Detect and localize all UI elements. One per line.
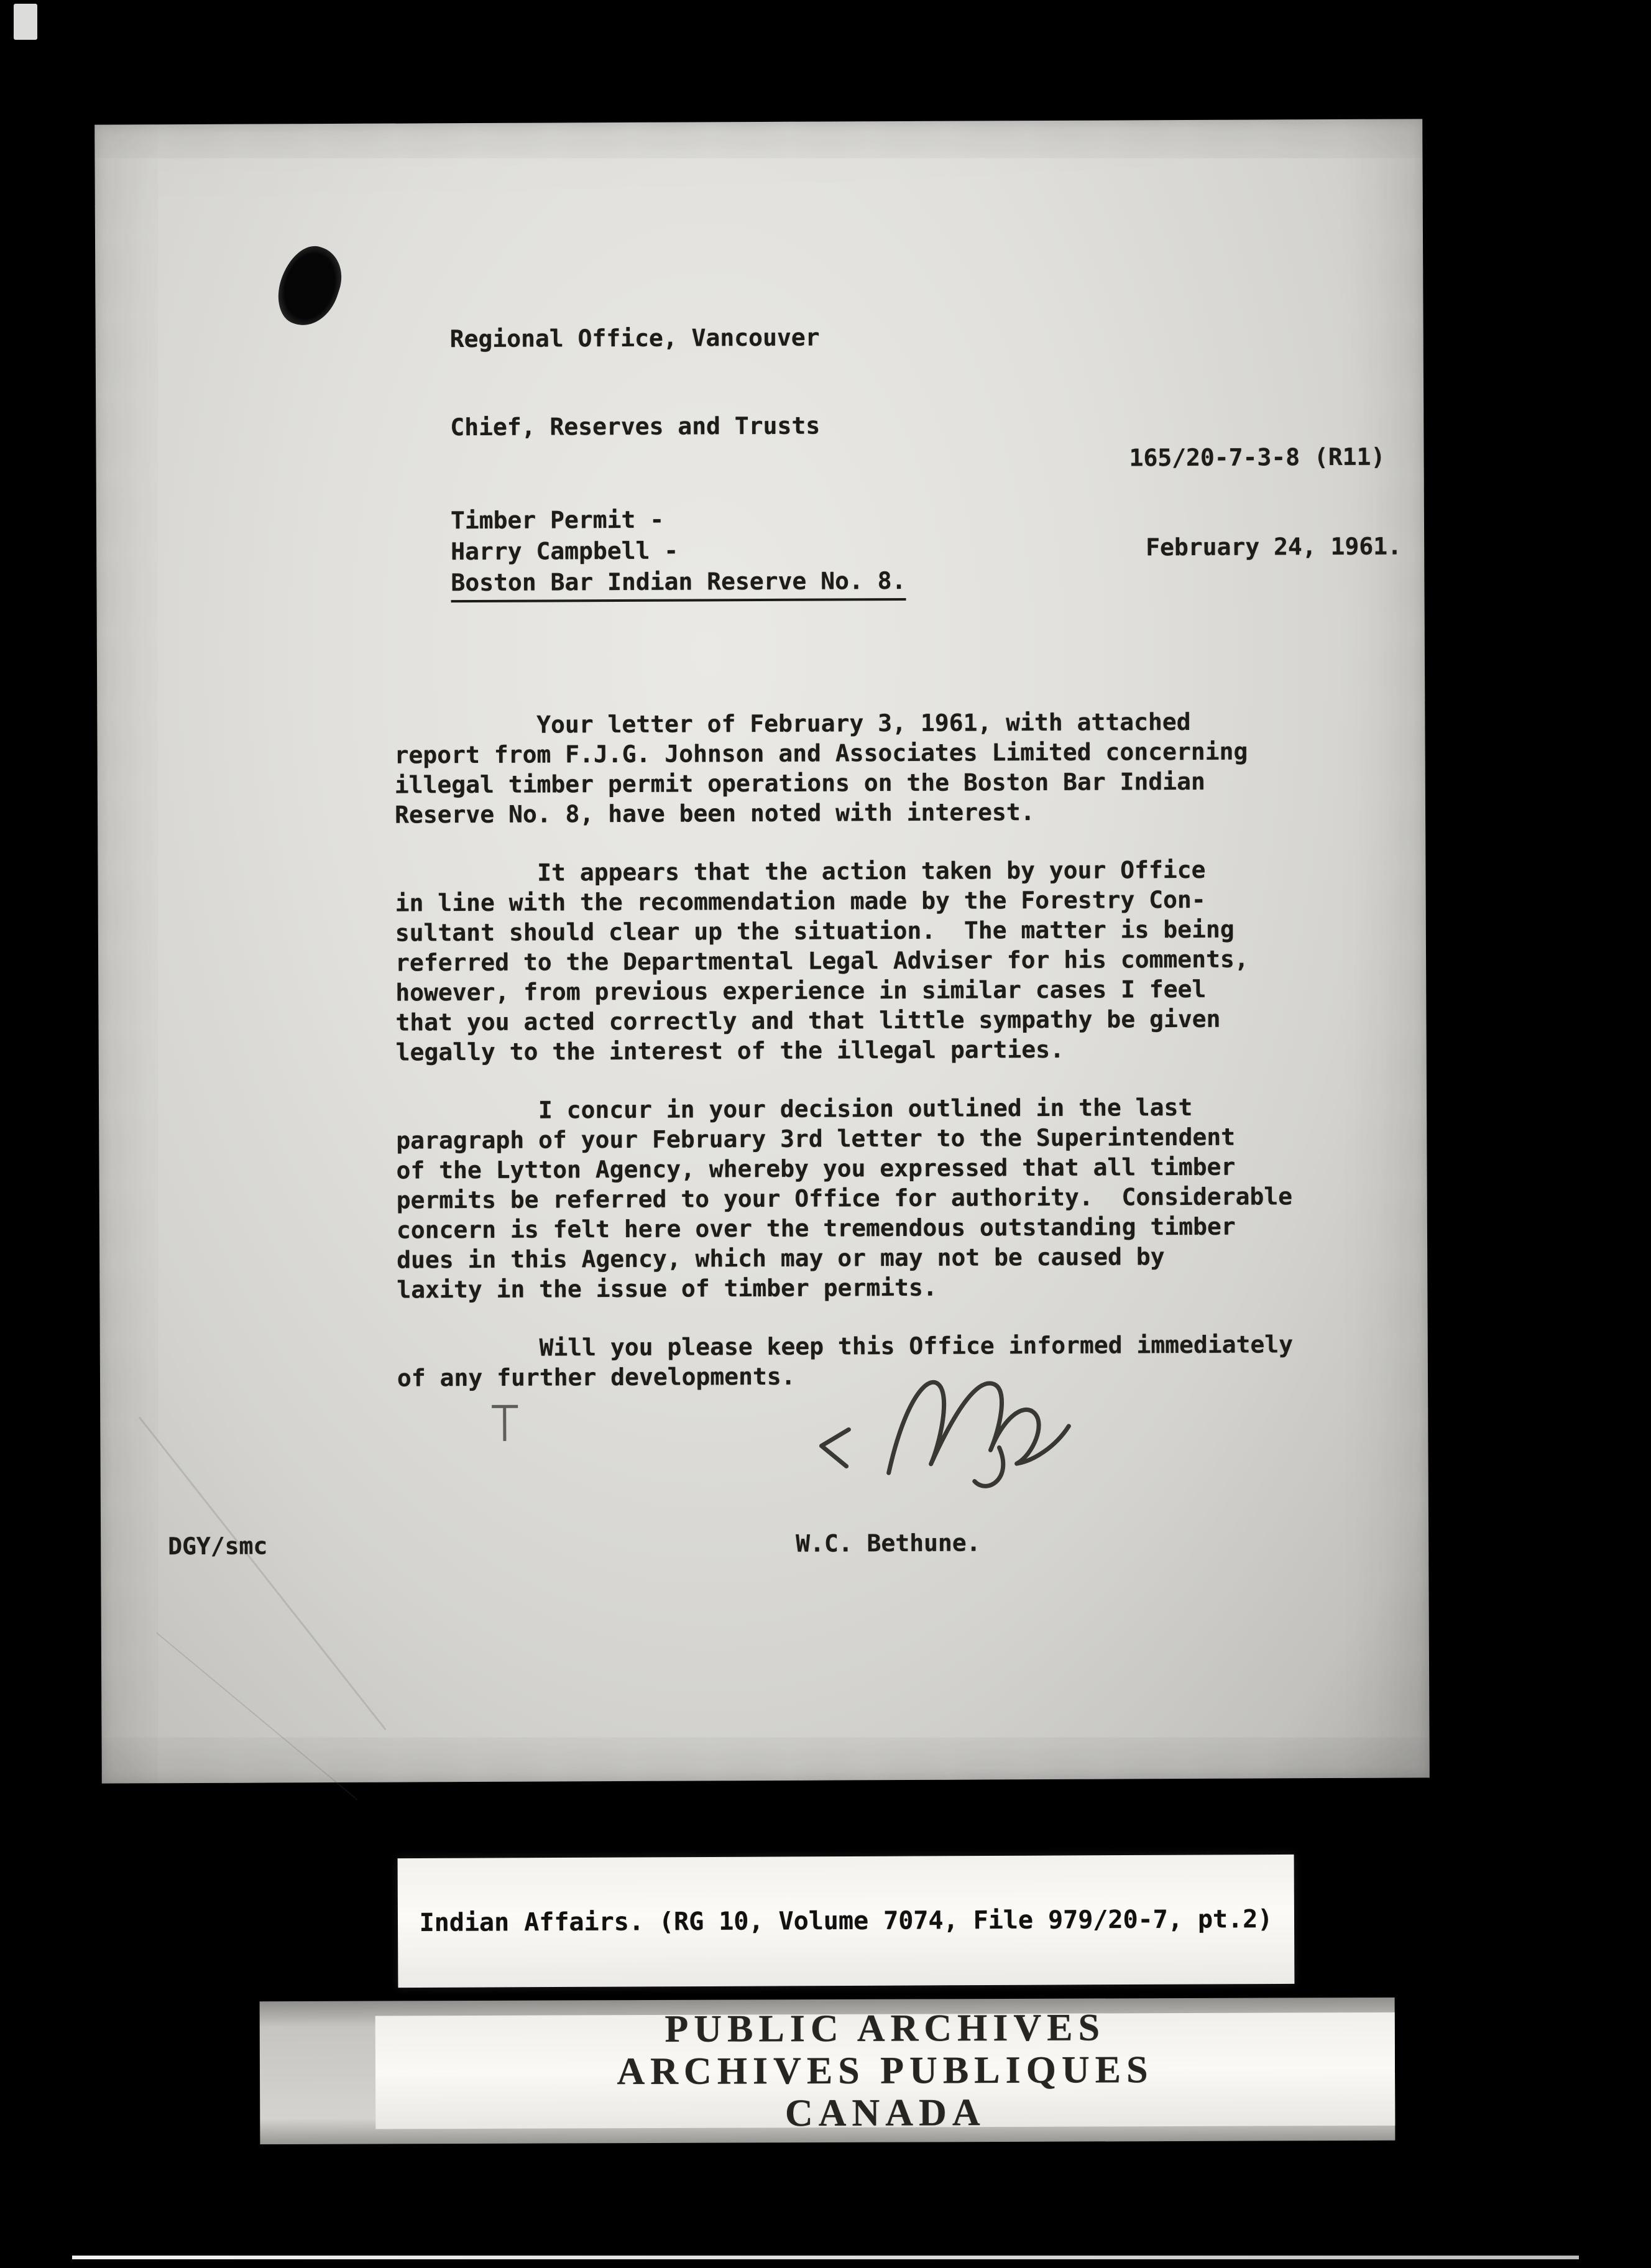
subject-line-1: Timber Permit - (450, 505, 665, 535)
stamp-line-2: ARCHIVES PUBLIQUES (617, 2049, 1154, 2093)
letter-recipient-line: Chief, Reserves and Trusts (450, 412, 821, 441)
letter-date: February 24, 1961. (1146, 532, 1402, 561)
letter-office-line: Regional Office, Vancouver (449, 323, 820, 353)
archive-reference-label (398, 1855, 1295, 1988)
hole-punch (270, 239, 350, 333)
paper-crease (139, 1417, 387, 1730)
pen-mark (492, 1405, 520, 1442)
scan-artifact-bottom-line (72, 2256, 1579, 2259)
subject-line-3: Boston Bar Indian Reserve No. 8. (451, 565, 906, 602)
archive-reference-text: Indian Affairs. (RG 10, Volume 7074, File 979/20-7, pt.2) (419, 1905, 1273, 1937)
archive-stamp (260, 1998, 1396, 2144)
archive-stamp-text (375, 2006, 1396, 2135)
stamp-line-3: CANADA (784, 2091, 986, 2135)
body-paragraph-3: I concur in your decision outlined in the last paragraph of your February 3rd letter to the Superintendent of the Lytton Agency, whereby you expressed that all timber permits be referred to your Office for authority. Considerable concern is felt here over the tremendous outstanding timber dues in this Agency, which may or may not be caused by laxity in the issue of timber permits. (396, 1093, 1293, 1304)
subject-line-2: Harry Campbell - (451, 537, 679, 566)
signature-scribble-icon (809, 1350, 1095, 1507)
signatory-name: W.C. Bethune. (796, 1529, 981, 1557)
letter-body (394, 706, 1404, 1422)
pen-mark-stroke (503, 1408, 506, 1441)
file-number: 165/20-7-3-8 (R11) (1129, 443, 1386, 472)
body-paragraph-4: Will you please keep this Office informed immediately of any further developments. (397, 1330, 1294, 1392)
letter-page (94, 119, 1430, 1783)
stamp-line-1: PUBLIC ARCHIVES (665, 2006, 1106, 2050)
typist-initials: DGY/smc (168, 1532, 268, 1560)
body-paragraph-2: It appears that the action taken by your Office in line with the recommendation made by the Forestry Con- sultant should clear up the situation. The matter is being referred to the Departmental Legal Adviser for his comments, however, from previous experience in similar cases I feel that you acted correctly and that little sympathy be given legally to the interest of the illegal parties. (395, 855, 1249, 1066)
scan-artifact-corner-mark (14, 4, 37, 40)
body-paragraph-1: Your letter of February 3, 1961, with attached report from F.J.G. Johnson and Associates Limited concerning illegal timber permit operations on the Boston Bar Indian Reserve No. 8, have been noted with interest. (394, 708, 1248, 829)
